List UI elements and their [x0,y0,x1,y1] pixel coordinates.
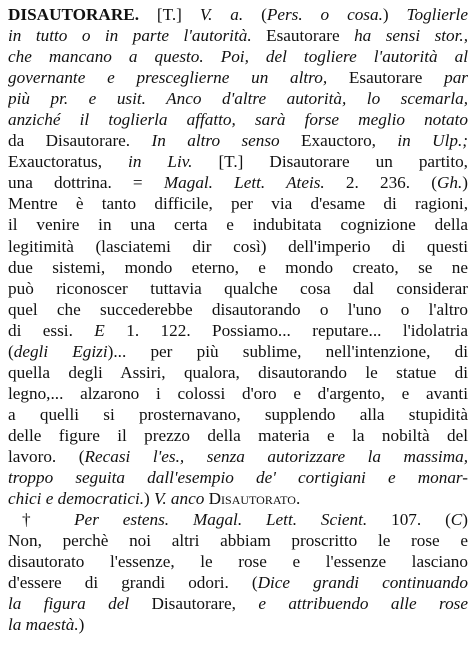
text-line [8,383,468,404]
text-run: da Disautorare. [8,131,152,151]
text-line [8,530,468,551]
text-run: che mancano a questo. Poi, del togliere l'autorità al [8,47,468,67]
text-run: ) [144,489,155,509]
text-run: ) [462,510,468,530]
text-run: troppo seguita dall'esempio de' cortigiani e monar- [8,468,468,488]
text-run: par [444,68,468,88]
text-run: Disautorato. [204,489,301,509]
text-run: V. a. [199,5,244,24]
text-run: quella degli Assiri, qualora, disautorando le statue di [8,362,468,382]
text-run: Non, perchè noi altri abbiam proscritto le rose e [8,531,468,551]
text-line [8,446,468,467]
entry-extended-sense-paragraph [8,509,468,635]
text-line [8,67,468,88]
text-line [8,467,468,488]
text-run: una dottrina. = [8,173,164,193]
text-run: ) [382,5,407,24]
text-run: più pr. e usit. Anco d'altre autorità, lo scemarla, [8,89,468,109]
text-run: ( [8,341,14,361]
text-run: e attribuendo alle rose [258,594,468,614]
text-line [8,193,468,214]
entry-main-paragraph [8,4,468,509]
text-run: disautorato l'essenze, le rose e l'essenze lasciano [8,552,468,572]
text-line [8,257,468,278]
text-line [8,130,468,151]
text-run: Exauctoratus, [8,152,129,172]
text-line [8,4,468,25]
text-run: può riconoscer tuttavia qualche cosa dal considerar [8,278,468,298]
text-run: E [94,320,105,340]
text-run: Mentre è tanto difficile, per via d'esame di ragioni, [8,194,468,214]
text-line [8,151,468,172]
text-run: legno,... alzarono i colossi d'oro e d'argento, e avanti [8,383,468,403]
text-run: [T.] Disautorare un partito, [192,152,468,172]
text-run: a quelli si prosternavano, supplendo alla stupidità [8,404,468,424]
text-run: la maestà. [8,615,79,635]
text-run: [T.] [139,5,200,24]
text-run: Pers. o cosa. [266,5,383,24]
text-line [8,425,468,446]
text-run: Gh. [436,173,463,193]
text-line [8,299,468,320]
text-run: in Ulp.; [397,131,468,151]
text-line [8,593,468,614]
text-run: C [450,510,463,530]
text-run: Recasi l'es., senza autorizzare la massima, [84,446,468,466]
text-line [8,362,468,383]
text-run: † [22,510,75,530]
text-run: Esautorare [327,68,445,88]
text-run: in Liv. [128,152,193,172]
text-run: delle figure il prezzo della materia e la nobiltà del [8,425,468,445]
text-line [8,341,468,362]
text-run: ( [243,5,267,24]
text-line [8,214,468,235]
text-line [8,614,468,635]
text-line [8,488,468,509]
text-run: Exauctoro, [279,131,398,151]
text-run: 107. ( [367,510,451,530]
text-run: il venire in una certa e indubitata cognizione della [8,215,468,235]
text-run: V. anco [154,489,205,509]
text-run: 1. 122. Possiamo... reputare... l'idolatria [104,320,468,340]
text-run: lavoro. ( [8,446,85,466]
text-run: Disautorare, [129,594,259,614]
text-run: ha sensi stor., [354,26,468,46]
text-run: Magal. Lett. Ateis. [163,173,325,193]
text-run: )... per più sublime, nell'intenzione, di [107,341,468,361]
text-line [8,172,468,193]
text-run: la figura del [8,594,130,614]
text-run: legitimità (lasciatemi dir così) dell'imperio di questi [8,236,468,256]
text-line [8,46,468,67]
text-run: d'essere di grandi odori. ( [8,573,258,593]
text-line [8,509,468,530]
text-run: Per estens. Magal. Lett. Scient. [74,510,368,530]
text-line [8,572,468,593]
text-line [8,320,468,341]
text-run: anziché il toglierla affatto, sarà forse meglio notato [8,110,468,130]
text-run: governante e prescegliernе un altro, [8,68,328,88]
text-run: in tutto o in parte l'autorità. [8,26,252,46]
text-line [8,551,468,572]
text-run: due sistemi, mondo eterno, e mondo creato, se ne [8,257,468,277]
text-run: 2. 236. ( [324,173,437,193]
text-run: di essi. [8,320,95,340]
text-run: ) [78,615,85,635]
text-run: degli Egizi [13,341,108,361]
text-run: Dice grandi continuando [257,573,468,593]
text-run: quel che succederebbe disautorando o l'uno o l'altro [8,299,468,319]
text-run: ) [462,173,468,193]
text-run: chici e democratici. [8,489,145,509]
text-line [8,88,468,109]
text-run: Toglierle [406,5,468,24]
text-line [8,278,468,299]
text-run: Esautorare [251,26,355,46]
text-line [8,109,468,130]
text-line [8,236,468,257]
text-run: In altro senso [151,131,280,151]
text-run: DISAUTORARE. [8,5,140,24]
text-line [8,404,468,425]
text-line [8,25,468,46]
